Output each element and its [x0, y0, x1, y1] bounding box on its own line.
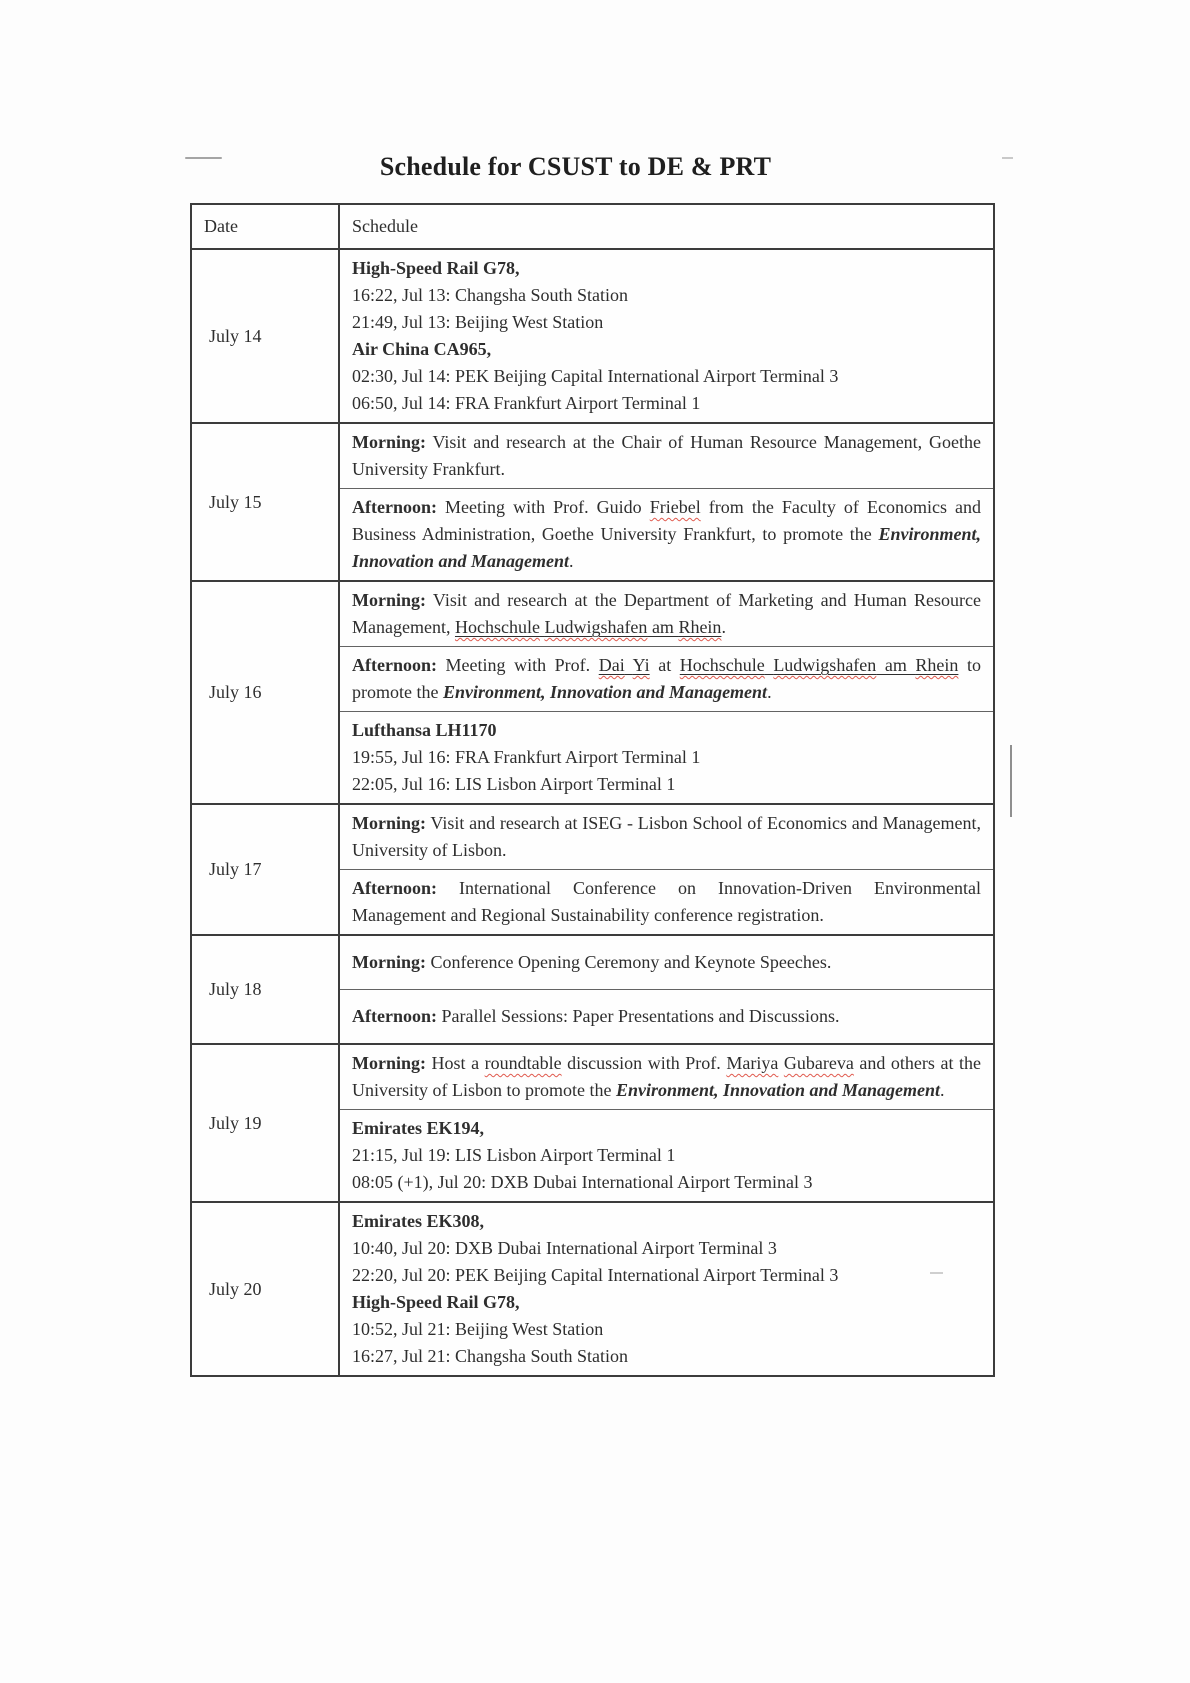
schedule-table — [190, 203, 995, 1377]
schedule-line — [352, 309, 981, 336]
text-segment: and others at the University of Lisbon to promote the — [352, 1053, 981, 1100]
text-segment: Afternoon: — [352, 878, 437, 898]
text-segment: Conference Opening Ceremony and Keynote Speeches. — [426, 952, 832, 972]
schedule-line — [352, 1142, 981, 1169]
text-segment — [650, 497, 701, 517]
text-segment — [544, 617, 647, 637]
text-segment: 22:20, Jul 20: PEK Beijing Capital International Airport Terminal 3 — [352, 1265, 839, 1285]
schedule-cell — [339, 249, 994, 423]
schedule-cell — [339, 647, 994, 712]
text-segment — [726, 1053, 778, 1073]
text-segment: High-Speed Rail G78, — [352, 1292, 520, 1312]
misspelled-word: Rhein — [678, 617, 722, 637]
table-body — [191, 249, 994, 1376]
date-group-row — [191, 804, 994, 870]
date-cell: July 17 — [191, 804, 339, 935]
text-segment: 10:52, Jul 21: Beijing West Station — [352, 1319, 604, 1339]
text-segment: Visit and research at the Chair of Human Resource Management, Goethe University Frankfurt. — [352, 432, 981, 479]
text-segment: 22:05, Jul 16: LIS Lisbon Airport Terminal 1 — [352, 774, 676, 794]
text-segment: Air China CA965, — [352, 339, 492, 359]
date-cell: July 18 — [191, 935, 339, 1044]
text-segment — [773, 655, 876, 675]
date-group-row — [191, 249, 994, 423]
schedule-line — [352, 1235, 981, 1262]
text-segment — [455, 617, 540, 637]
text-segment — [599, 655, 625, 675]
schedule-line — [352, 255, 981, 282]
schedule-cell — [339, 1202, 994, 1376]
text-segment: 21:15, Jul 19: LIS Lisbon Airport Terminal 1 — [352, 1145, 676, 1165]
date-cell: July 16 — [191, 581, 339, 804]
text-segment: 02:30, Jul 14: PEK Beijing Capital International Airport Terminal 3 — [352, 366, 839, 386]
text-segment: to promote the — [352, 655, 981, 702]
text-segment: Environment, Innovation and Management — [442, 682, 768, 702]
text-segment: Host a — [426, 1053, 485, 1073]
misspelled-word: Rhein — [915, 655, 959, 675]
scan-artifact-dash-top-left — [185, 157, 222, 159]
text-segment: 08:05 (+1), Jul 20: DXB Dubai International Airport Terminal 3 — [352, 1172, 813, 1192]
text-segment: am — [876, 655, 916, 675]
text-segment — [678, 617, 721, 637]
text-segment: 16:27, Jul 21: Changsha South Station — [352, 1346, 629, 1366]
text-segment: Lufthansa LH1170 — [352, 720, 497, 740]
text-segment: Afternoon: — [352, 497, 437, 517]
misspelled-word: Ludwigshafen — [544, 617, 648, 637]
text-segment: 06:50, Jul 14: FRA Frankfurt Airport Terminal 1 — [352, 393, 701, 413]
date-group-row — [191, 581, 994, 647]
text-segment: Meeting with Prof. Guido — [436, 497, 650, 517]
misspelled-word: Mariya — [726, 1053, 779, 1073]
date-group-row — [191, 935, 994, 990]
schedule-cell — [339, 990, 994, 1045]
text-segment: Visit and research at the Department of Marketing and Human Resource Management, — [352, 590, 981, 637]
column-header-schedule: Schedule — [339, 204, 994, 249]
schedule-cell — [339, 935, 994, 990]
text-segment: Environment, Innovation and Management — [352, 524, 981, 571]
misspelled-word: Hochschule — [454, 617, 540, 637]
schedule-paragraph — [352, 429, 981, 483]
misspelled-word: roundtable — [484, 1053, 562, 1073]
schedule-paragraph — [352, 1050, 981, 1104]
schedule-line — [352, 717, 981, 744]
text-segment — [633, 655, 650, 675]
date-group-row — [191, 423, 994, 489]
misspelled-word: Ludwigshafen — [773, 655, 877, 675]
schedule-line — [352, 336, 981, 363]
text-segment: 21:49, Jul 13: Beijing West Station — [352, 312, 604, 332]
date-group-row — [191, 1202, 994, 1376]
column-header-date: Date — [191, 204, 339, 249]
schedule-line — [352, 363, 981, 390]
schedule-line — [352, 1316, 981, 1343]
text-segment — [784, 1053, 854, 1073]
date-cell: July 14 — [191, 249, 339, 423]
schedule-paragraph — [352, 949, 981, 976]
schedule-paragraph — [352, 587, 981, 641]
text-segment: . — [721, 617, 726, 637]
text-segment — [915, 655, 958, 675]
text-segment: Morning: — [352, 432, 426, 452]
date-cell: July 20 — [191, 1202, 339, 1376]
text-segment: Morning: — [352, 952, 426, 972]
misspelled-word: Hochschule — [679, 655, 765, 675]
misspelled-word: Gubareva — [783, 1053, 854, 1073]
schedule-paragraph — [352, 494, 981, 575]
text-segment: Emirates EK194, — [352, 1118, 484, 1138]
table-header — [191, 204, 994, 249]
text-segment: Environment, Innovation and Management — [615, 1080, 941, 1100]
misspelled-word: Yi — [632, 655, 650, 675]
text-segment: at — [649, 655, 680, 675]
schedule-cell — [339, 870, 994, 936]
schedule-paragraph — [352, 875, 981, 929]
scan-artifact-dash-top-right — [1002, 157, 1013, 159]
schedule-cell — [339, 423, 994, 489]
text-segment: International Conference on Innovation-Driven Environmental Management and Regional Sustainability conference registration. — [352, 878, 981, 925]
text-segment: Morning: — [352, 1053, 426, 1073]
text-segment: Morning: — [352, 590, 426, 610]
schedule-line — [352, 744, 981, 771]
scan-artifact-vertical-line-right — [1010, 745, 1012, 817]
schedule-cell — [339, 581, 994, 647]
text-segment: am — [647, 617, 679, 637]
schedule-line — [352, 1115, 981, 1142]
schedule-cell — [339, 1044, 994, 1110]
text-segment: Afternoon: — [352, 1006, 437, 1026]
date-cell: July 19 — [191, 1044, 339, 1202]
text-segment: Afternoon: — [352, 655, 437, 675]
schedule-line — [352, 390, 981, 417]
misspelled-word: Friebel — [649, 497, 701, 517]
text-segment: from the Faculty of Economics and Business Administration, Goethe University Frankfurt, to promote the — [352, 497, 981, 544]
text-segment: 19:55, Jul 16: FRA Frankfurt Airport Terminal 1 — [352, 747, 701, 767]
text-segment: High-Speed Rail G78, — [352, 258, 520, 278]
misspelled-word: Dai — [598, 655, 625, 675]
schedule-line — [352, 1289, 981, 1316]
schedule-line — [352, 1208, 981, 1235]
text-segment: discussion with Prof. — [561, 1053, 727, 1073]
text-segment — [625, 655, 633, 675]
text-segment: . — [940, 1080, 945, 1100]
date-cell: July 15 — [191, 423, 339, 581]
text-segment: 16:22, Jul 13: Changsha South Station — [352, 285, 629, 305]
schedule-paragraph — [352, 810, 981, 864]
text-segment: Visit and research at ISEG - Lisbon School of Economics and Management, University of Lisbon. — [352, 813, 981, 860]
text-segment: 10:40, Jul 20: DXB Dubai International Airport Terminal 3 — [352, 1238, 777, 1258]
schedule-cell — [339, 712, 994, 805]
text-segment: . — [767, 682, 772, 702]
schedule-line — [352, 1169, 981, 1196]
schedule-line — [352, 771, 981, 798]
schedule-line — [352, 1262, 981, 1289]
text-segment — [680, 655, 765, 675]
text-segment: . — [569, 551, 574, 571]
scan-artifact-dash-bottom-right — [930, 1272, 943, 1274]
text-segment: Emirates EK308, — [352, 1211, 484, 1231]
schedule-paragraph — [352, 652, 981, 706]
schedule-paragraph — [352, 1003, 981, 1030]
header-row — [191, 204, 994, 249]
text-segment: Morning: — [352, 813, 426, 833]
schedule-cell — [339, 1110, 994, 1203]
date-group-row — [191, 1044, 994, 1110]
schedule-line — [352, 1343, 981, 1370]
schedule-line — [352, 282, 981, 309]
page-title: Schedule for CSUST to DE & PRT — [379, 152, 772, 181]
schedule-cell — [339, 489, 994, 582]
text-segment: Parallel Sessions: Paper Presentations and Discussions. — [436, 1006, 840, 1026]
schedule-cell — [339, 804, 994, 870]
text-segment — [485, 1053, 562, 1073]
text-segment: Meeting with Prof. — [436, 655, 599, 675]
